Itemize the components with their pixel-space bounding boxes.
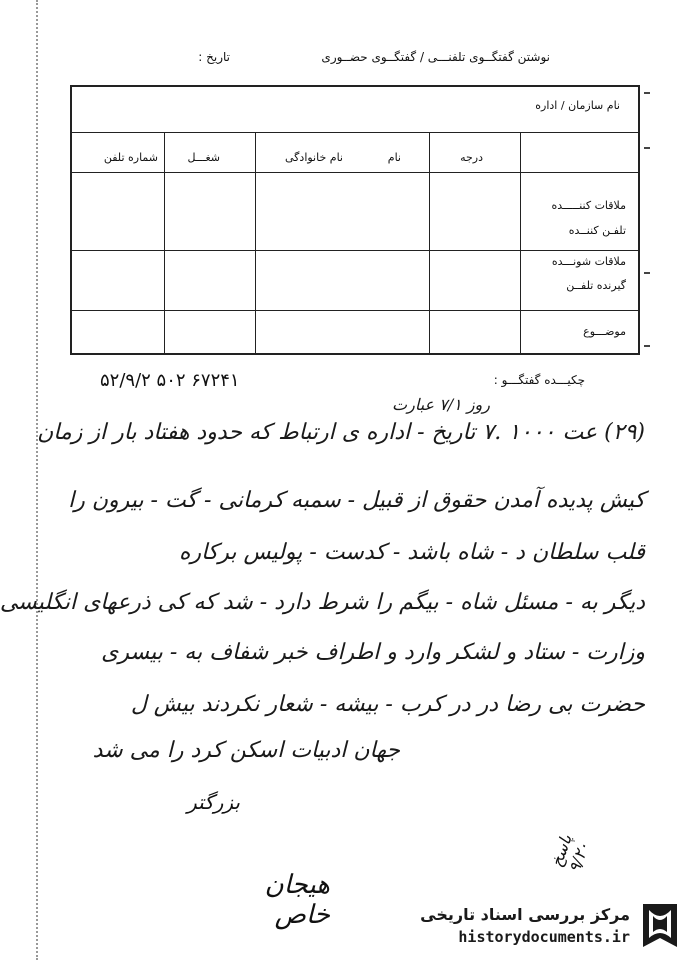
handwritten-top-note: روز ۷/۱ عبارت [392, 395, 490, 414]
handwritten-line-2: کیش پدیده آمدن حقوق از قبیل - سمبه کرمانی - گت - بیرون را [68, 488, 645, 513]
handwritten-line-6: حضرت بی رضا در در کرب - بیشه - شعار نکردند بیش ل [130, 692, 645, 717]
contact-form-table [70, 85, 640, 355]
scan-edge-dots [36, 0, 38, 960]
handwritten-line-7: جهان ادبیات اسکن کرد را می شد [92, 738, 400, 763]
row-subject: موضـــوع [583, 325, 626, 338]
handwritten-line-3: قلب سلطان د - شاه باشد - کدست - پولیس برکاره [178, 540, 645, 565]
table-column-line [520, 132, 521, 353]
table-column-line [429, 132, 430, 353]
handwritten-line-5: وزارت - ستاد و لشکر وارد و اطراف خبر شفاف به - بیسری [101, 640, 645, 665]
table-divider [72, 172, 638, 173]
column-header-phone: شماره تلفن [103, 151, 158, 164]
column-header-family-name: نام خانوادگی [285, 151, 343, 164]
date-label: تاریخ : [198, 50, 230, 64]
column-header-name: نام [387, 151, 401, 164]
table-divider [72, 250, 638, 251]
watermark-website: historydocuments.ir [458, 928, 630, 946]
table-column-line [255, 132, 256, 353]
handwritten-closing: بزرگتر [187, 790, 240, 814]
table-column-line [164, 132, 165, 353]
watermark-org-name: مرکز بررسی اسناد تاریخی [420, 905, 630, 924]
margin-tick [644, 272, 650, 274]
table-divider [72, 310, 638, 311]
handwritten-signature: هیجان خاص [264, 870, 330, 930]
column-header-rank: درجه [460, 151, 483, 164]
column-header-occupation: شغـــل [187, 151, 220, 164]
table-divider [72, 132, 638, 133]
row-visited-line2: گیرنده تلفــن [566, 279, 626, 292]
document-number: ۵۲/۹/۲ ۵۰۲ ۶۷۲۴۱ [100, 370, 240, 391]
margin-tick [644, 345, 650, 347]
margin-tick [644, 92, 650, 94]
handwritten-initials: پاسخ ۹/۲۰ [546, 831, 594, 876]
row-visitor-line2: تلفـن کننــده [568, 224, 626, 237]
margin-tick [644, 147, 650, 149]
org-label: نام سازمان / اداره [535, 99, 620, 112]
handwritten-line-1: (۲۹) عت ۱۰۰۰ .۷ تاریخ - اداره ی ارتباط که حدود هفتاد بار از زمان [37, 420, 645, 445]
summary-label: چکیـــده گفتگـــو : [493, 373, 585, 387]
row-visitor-line1: ملاقات کننـــــده [551, 199, 626, 212]
archive-logo-icon [635, 898, 685, 953]
row-visited-line1: ملاقات شونـــده [551, 255, 626, 268]
handwritten-line-4: دیگر به - مسئل شاه - بیگم را شرط دارد - شد که کی ذرعهای انگلیسی [0, 590, 645, 615]
form-title: نوشتن گفتگــوی تلفنـــی / گفتگــوی حضــوری [321, 50, 550, 64]
